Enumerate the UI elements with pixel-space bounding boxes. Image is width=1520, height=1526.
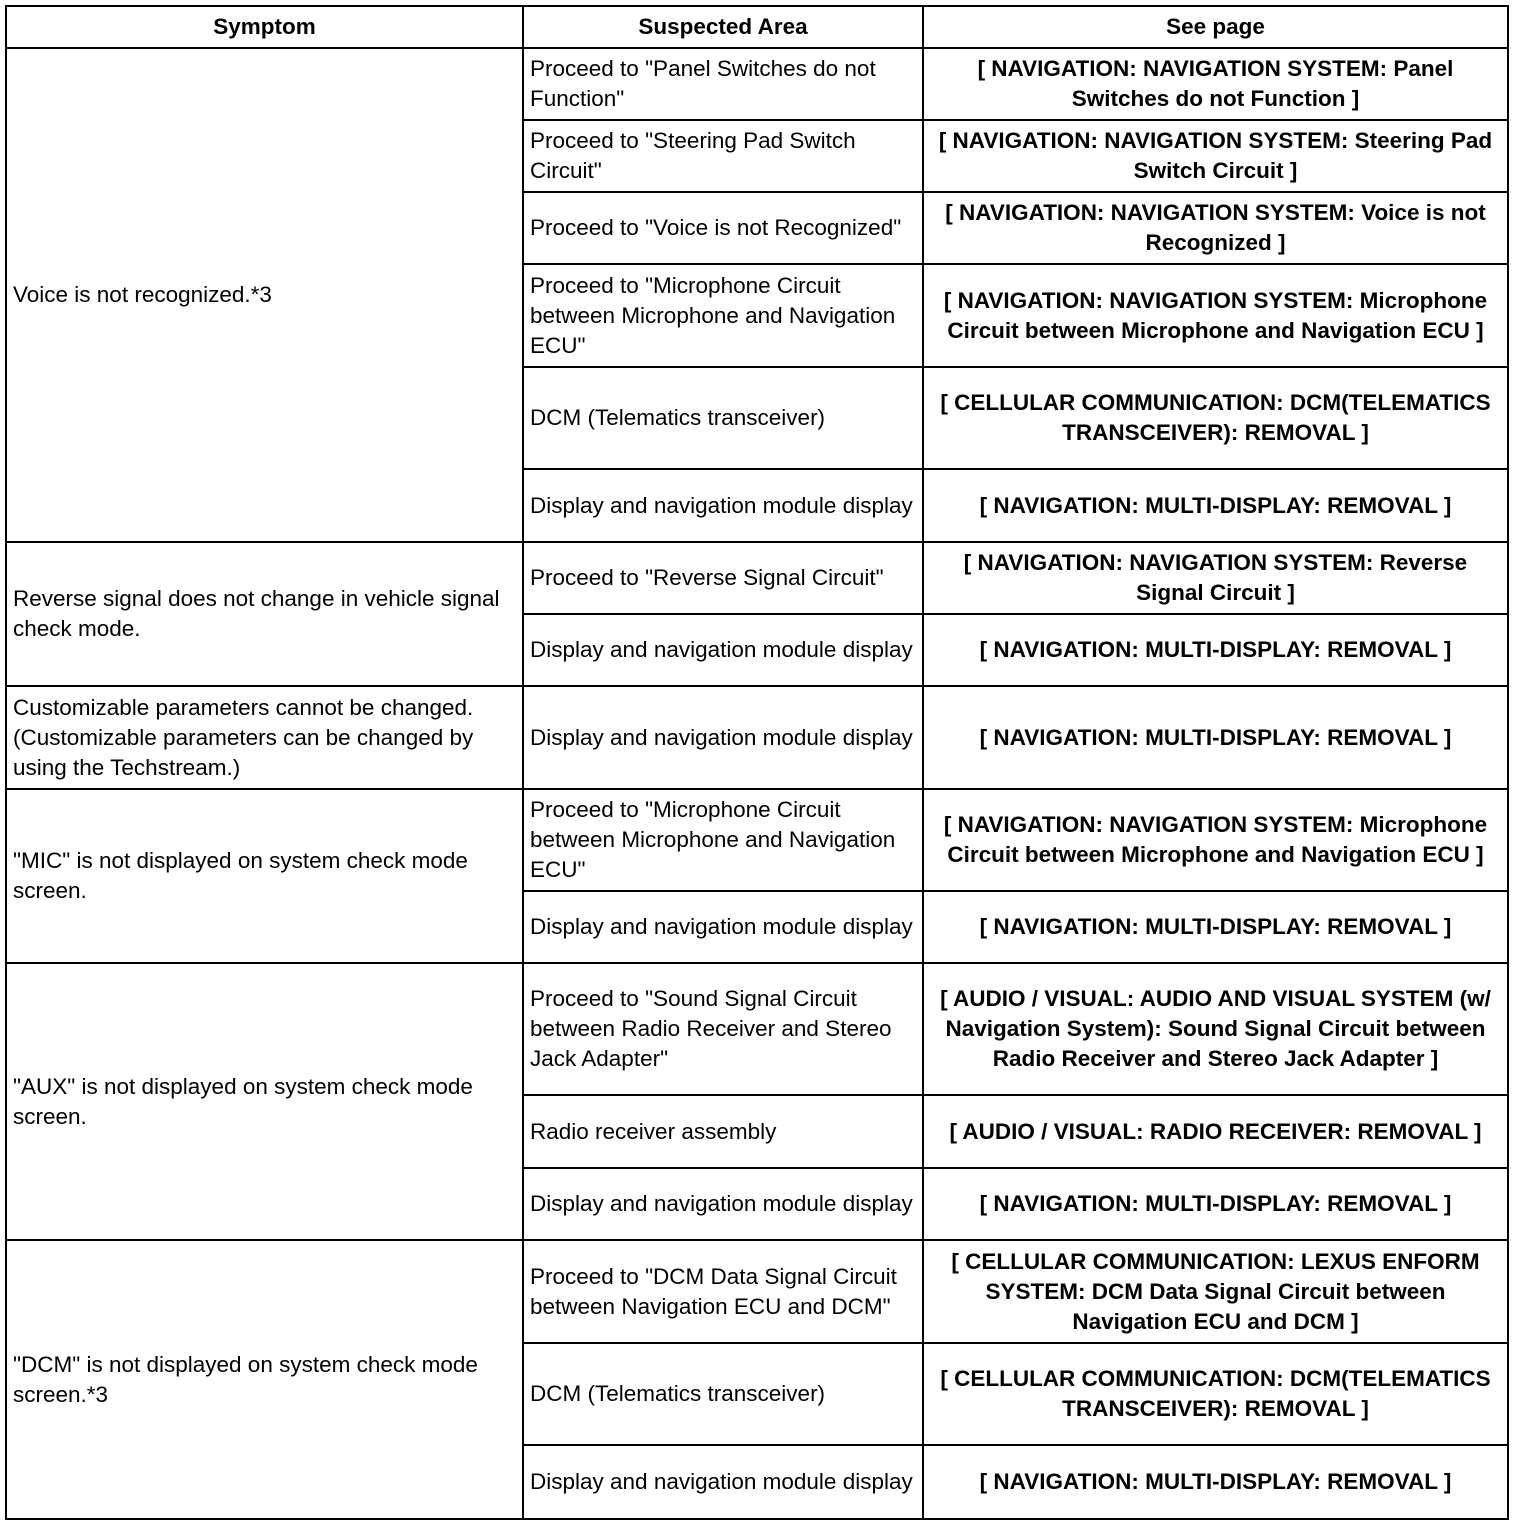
see-page-cell: [ NAVIGATION: NAVIGATION SYSTEM: Microphone Circuit between Microphone and Navigation ECU ] (923, 789, 1508, 891)
header-row (6, 6, 1508, 48)
symptom-cell: Customizable parameters cannot be changed. (Customizable parameters can be changed by using the Techstream.) (6, 686, 523, 789)
see-page-cell: [ NAVIGATION: MULTI-DISPLAY: REMOVAL ] (923, 469, 1508, 542)
see-page-cell: [ NAVIGATION: MULTI-DISPLAY: REMOVAL ] (923, 614, 1508, 686)
see-page-cell: [ NAVIGATION: MULTI-DISPLAY: REMOVAL ] (923, 1168, 1508, 1240)
suspected-area-cell: DCM (Telematics transceiver) (523, 367, 923, 469)
suspected-area-cell: Display and navigation module display (523, 686, 923, 789)
troubleshooting-table (5, 5, 1509, 1520)
suspected-area-cell: Display and navigation module display (523, 614, 923, 686)
see-page-cell: [ NAVIGATION: NAVIGATION SYSTEM: Voice is not Recognized ] (923, 192, 1508, 264)
suspected-area-cell: Proceed to "Panel Switches do not Function" (523, 48, 923, 120)
suspected-area-cell: Display and navigation module display (523, 891, 923, 963)
see-page-cell: [ NAVIGATION: NAVIGATION SYSTEM: Panel Switches do not Function ] (923, 48, 1508, 120)
suspected-area-cell: Display and navigation module display (523, 1445, 923, 1519)
see-page-cell: [ NAVIGATION: MULTI-DISPLAY: REMOVAL ] (923, 686, 1508, 789)
header-suspected-area: Suspected Area (523, 6, 923, 48)
header-see-page: See page (923, 6, 1508, 48)
suspected-area-cell: Proceed to "Sound Signal Circuit between Radio Receiver and Stereo Jack Adapter" (523, 963, 923, 1095)
symptom-cell: Voice is not recognized.*3 (6, 48, 523, 542)
symptom-cell: "AUX" is not displayed on system check mode screen. (6, 963, 523, 1240)
suspected-area-cell: Proceed to "DCM Data Signal Circuit between Navigation ECU and DCM" (523, 1240, 923, 1343)
symptom-cell: "DCM" is not displayed on system check mode screen.*3 (6, 1240, 523, 1519)
suspected-area-cell: DCM (Telematics transceiver) (523, 1343, 923, 1445)
see-page-cell: [ NAVIGATION: MULTI-DISPLAY: REMOVAL ] (923, 1445, 1508, 1519)
see-page-cell: [ NAVIGATION: MULTI-DISPLAY: REMOVAL ] (923, 891, 1508, 963)
table-row (6, 48, 1508, 120)
suspected-area-cell: Display and navigation module display (523, 469, 923, 542)
see-page-cell: [ NAVIGATION: NAVIGATION SYSTEM: Reverse Signal Circuit ] (923, 542, 1508, 614)
suspected-area-cell: Proceed to "Voice is not Recognized" (523, 192, 923, 264)
suspected-area-cell: Proceed to "Reverse Signal Circuit" (523, 542, 923, 614)
suspected-area-cell: Proceed to "Microphone Circuit between Microphone and Navigation ECU" (523, 264, 923, 367)
see-page-cell: [ AUDIO / VISUAL: RADIO RECEIVER: REMOVAL ] (923, 1095, 1508, 1168)
suspected-area-cell: Display and navigation module display (523, 1168, 923, 1240)
suspected-area-cell: Radio receiver assembly (523, 1095, 923, 1168)
suspected-area-cell: Proceed to "Microphone Circuit between Microphone and Navigation ECU" (523, 789, 923, 891)
see-page-cell: [ CELLULAR COMMUNICATION: DCM(TELEMATICS TRANSCEIVER): REMOVAL ] (923, 367, 1508, 469)
see-page-cell: [ CELLULAR COMMUNICATION: DCM(TELEMATICS TRANSCEIVER): REMOVAL ] (923, 1343, 1508, 1445)
see-page-cell: [ NAVIGATION: NAVIGATION SYSTEM: Microphone Circuit between Microphone and Navigation ECU ] (923, 264, 1508, 367)
table-row (6, 1240, 1508, 1343)
table-row (6, 963, 1508, 1095)
table-row (6, 542, 1508, 614)
see-page-cell: [ CELLULAR COMMUNICATION: LEXUS ENFORM SYSTEM: DCM Data Signal Circuit between Navigation ECU and DCM ] (923, 1240, 1508, 1343)
see-page-cell: [ NAVIGATION: NAVIGATION SYSTEM: Steering Pad Switch Circuit ] (923, 120, 1508, 192)
symptom-cell: "MIC" is not displayed on system check mode screen. (6, 789, 523, 963)
symptom-cell: Reverse signal does not change in vehicle signal check mode. (6, 542, 523, 686)
table-row (6, 686, 1508, 789)
see-page-cell: [ AUDIO / VISUAL: AUDIO AND VISUAL SYSTEM (w/ Navigation System): Sound Signal Circuit between Radio Receiver and Stereo Jack Adapter ] (923, 963, 1508, 1095)
table-row (6, 789, 1508, 891)
header-symptom: Symptom (6, 6, 523, 48)
suspected-area-cell: Proceed to "Steering Pad Switch Circuit" (523, 120, 923, 192)
